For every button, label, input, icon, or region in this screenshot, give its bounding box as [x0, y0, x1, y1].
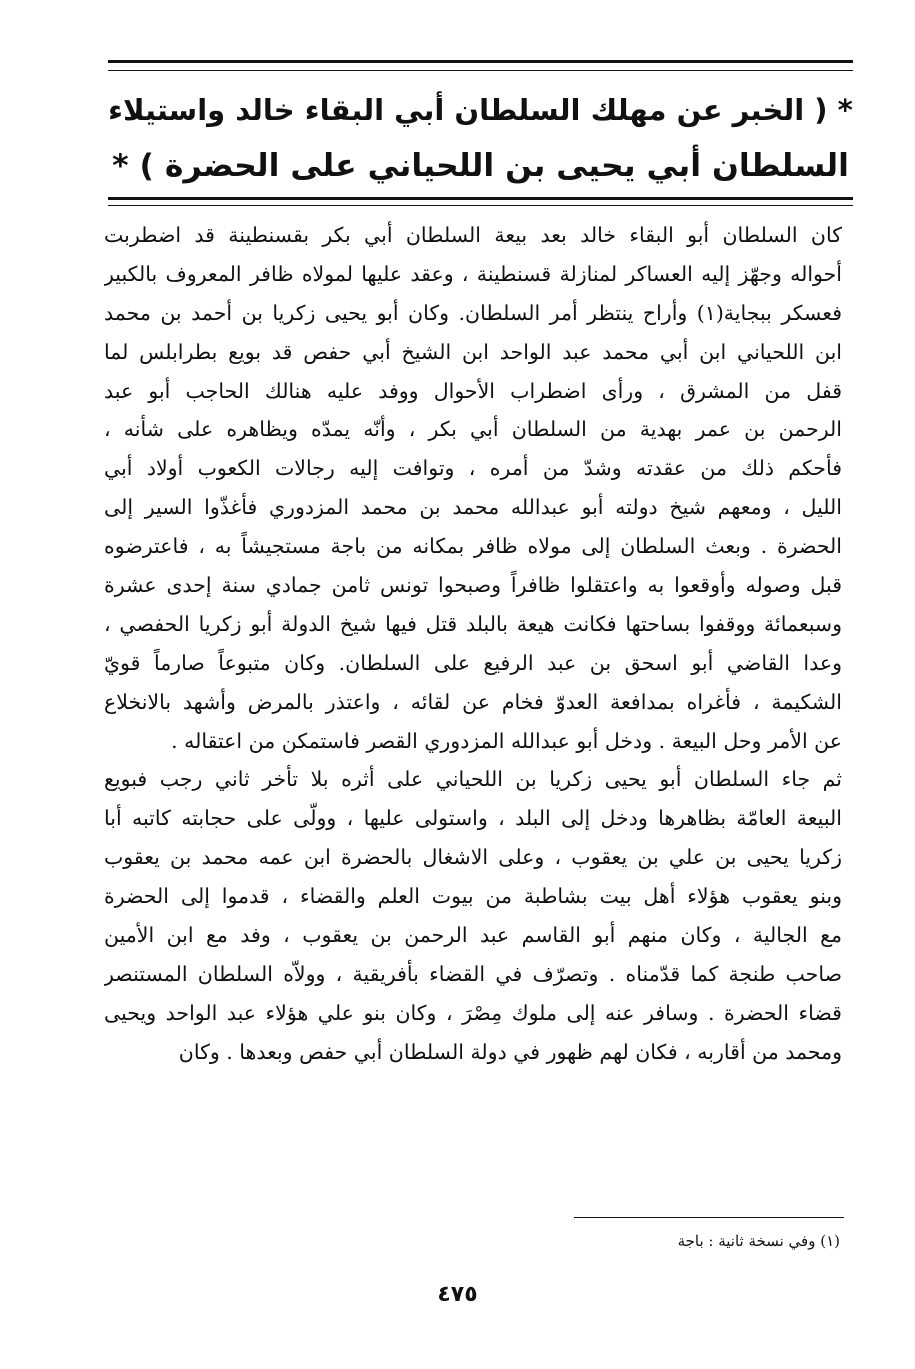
text-line: مع الجالية ، وكان منهم أبو القاسم عبد الرحمن بن يعقوب ، وفد مع ابن الأمين: [104, 923, 842, 948]
page-number: ٤٧٥: [437, 1282, 478, 1307]
text-line: عن الأمر وحل البيعة . ودخل أبو عبدالله المزدوري القصر فاستمكن من اعتقاله .: [171, 728, 842, 753]
text-line: وبنو يعقوب هؤلاء أهل بيت بشاطبة من بيوت العلم والقضاء ، قدموا إلى الحضرة: [104, 884, 842, 909]
chapter-heading: [108, 82, 853, 194]
text-line: البيعة العامّة بظاهرها ودخل إلى البلد ، واستولى عليها ، وولّى على حجابته كاتبه أبا: [104, 806, 842, 831]
text-line: صاحب طنجة كما قدّمناه . وتصرّف في القضاء بأفريقية ، وولاّه السلطان المستنصر: [104, 961, 842, 986]
text-line: فعسكر ببجاية(١) وأراح ينتظر أمر السلطان. وكان أبو يحيى زكريا بن أحمد بن محمد: [104, 300, 842, 325]
text-line: ومحمد من أقاربه ، فكان لهم ظهور في دولة السلطان أبي حفص وبعدها . وكان: [178, 1039, 842, 1064]
text-line: الشكيمة ، فأغراه بمدافعة العدوّ فخام عن لقائه ، واعتذر بالمرض وأشهد بالانخلاع: [104, 689, 842, 714]
header-rule-thick: [108, 60, 853, 63]
text-line: الحضرة . وبعث السلطان إلى مولاه ظافر بمكانه من باجة مستجيشاً به ، فاعترضوه: [104, 534, 842, 559]
text-line: ثم جاء السلطان أبو يحيى زكريا بن اللحياني على أثره بلا تأخر ثاني رجب فبويع: [104, 767, 842, 792]
text-line: الليل ، ومعهم شيخ دولته أبو عبدالله محمد بن محمد المزدوري فأغذّوا السير إلى: [104, 495, 842, 520]
text-line: كان السلطان أبو البقاء خالد بعد بيعة السلطان أبي بكر بقسنطينة قد اضطربت: [104, 223, 842, 247]
text-line: قبل وصوله وأوقعوا به واعتقلوا ظافراً وصبحوا تونس ثامن جمادي سنة إحدى عشرة: [104, 573, 842, 598]
text-line: قفل من المشرق ، ورأى اضطراب الأحوال ووفد عليه هنالك الحاجب أبو عبد: [104, 378, 842, 403]
text-line: وسبعمائة ووقفوا بساحتها فكانت هيعة بالبلد قتل فيها شيخ الدولة أبو زكريا الحفصي ،: [104, 611, 842, 636]
header-rule-thin: [108, 70, 853, 71]
heading-rule-thin: [108, 205, 853, 206]
text-line: وعدا القاضي أبو اسحق بن عبد الرفيع على السلطان. وكان متبوعاً صارماً قويّ: [104, 650, 842, 675]
text-line: ابن اللحياني ابن أبي محمد عبد الواحد ابن الشيخ أبي حفص قد بويع بطرابلس لما: [104, 339, 842, 364]
chapter-heading-line-2: السلطان أبي يحيى بن اللحياني على الحضرة ) *: [112, 148, 849, 184]
text-line: زكريا يحيى بن علي بن يعقوب ، وعلى الاشغال بالحضرة ابن عمه محمد بن يعقوب: [104, 845, 842, 870]
footnote-rule: [574, 1217, 844, 1218]
footnote: (١) وفي نسخة ثانية : باجة: [677, 1232, 840, 1250]
heading-rule-thick: [108, 197, 853, 200]
body-text: [104, 216, 842, 1072]
text-line: أحواله وجهّز إليه العساكر لمنازلة قسنطينة ، وعقد عليها لمولاه ظافر المعروف بالكبير: [104, 261, 842, 286]
text-line: الرحمن بن عمر بهدية من السلطان أبي بكر ، وأنّه يمدّه ويظاهره على شأنه ،: [104, 417, 842, 442]
chapter-heading-line-1: * ( الخبر عن مهلك السلطان أبي البقاء خالد واستيلاء: [108, 93, 853, 127]
text-line: فأحكم ذلك من عقدته وشدّ من أمره ، وتوافت إليه رجالات الكعوب أولاد أبي: [104, 456, 842, 481]
text-line: قضاء الحضرة . وسافر عنه إلى ملوك مِصْرَ ، وكان بنو علي هؤلاء عبد الواحد ويحيى: [104, 1000, 842, 1025]
